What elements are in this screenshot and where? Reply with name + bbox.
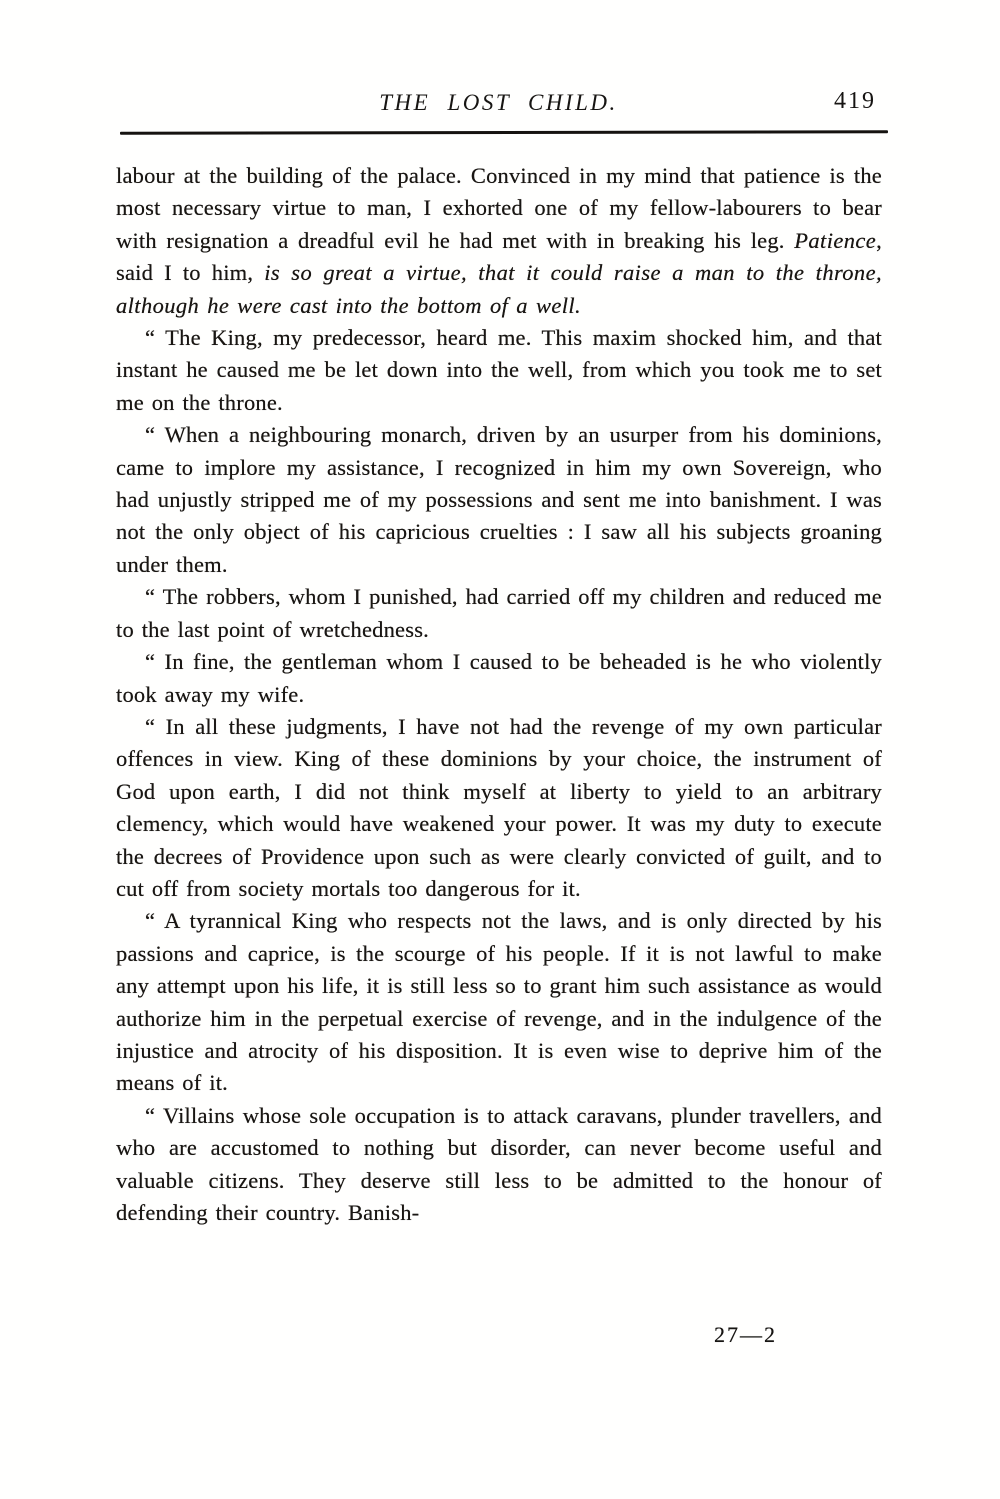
paragraph: “ Villains whose sole occupation is to attack caravans, plunder travellers, and who are accustomed to nothing but disorder, can never become useful and valuable citizens. They deserve still less to be admitted to the honour of defending their country. Banish-	[116, 1102, 882, 1225]
running-title: THE LOST CHILD.	[379, 90, 618, 115]
page-header	[115, 90, 882, 120]
page-body	[116, 160, 882, 1229]
paragraph: “ When a neighbouring monarch, driven by an usurper from his dominions, came to implore my assistance, I recognized in him my own Sovereign, who had unjustly stripped me of my possessions and sent me into banishment. I was not the only object of his capricious cruelties : I saw all his subjects groaning under them.	[116, 422, 882, 577]
paragraph-segment-italic: is so great a virtue, that it could raise a man to the throne, although he were cast into the bottom of a well.	[116, 260, 882, 318]
paragraph-segment: , said I to him,	[116, 227, 882, 286]
paragraph-segment-italic: Patience	[794, 227, 877, 253]
paragraph: “ The King, my predecessor, heard me. This maxim shocked him, and that instant he caused me be let down into the well, from which you took me to set me on the throne.	[116, 325, 882, 415]
header-rule	[120, 130, 888, 135]
paragraph-segment: labour at the building of the palace. Convinced in my mind that patience is the most necessary virtue to man, I exhorted one of my fellow-labourers to bear with resignation a dreadful evil he had met with in breaking his leg.	[116, 163, 882, 253]
paragraph: “ A tyrannical King who respects not the laws, and is only directed by his passions and caprice, is the scourge of his people. If it is not lawful to make any attempt upon his life, it is still less so to grant him such assistance as would authorize him in the perpetual exercise of revenge, and in the indulgence of the injustice and atrocity of his disposition. It is even wise to deprive him of the means of it.	[116, 908, 882, 1096]
signature-mark: 27—2	[714, 1322, 777, 1347]
paragraph: “ The robbers, whom I punished, had carried off my children and reduced me to the last point of wretchedness.	[116, 584, 882, 642]
paragraph	[116, 160, 882, 322]
paragraph: “ In fine, the gentleman whom I caused to be beheaded is he who violently took away my wife.	[116, 649, 882, 707]
page-number: 419	[834, 88, 876, 114]
paragraph: “ In all these judgments, I have not had the revenge of my own particular offences in view. King of these dominions by your choice, the instrument of God upon earth, I did not think myself at liberty to yield to an arbitrary clemency, which would have weakened your power. It was my duty to execute the decrees of Providence upon such as were clearly convicted of guilt, and to cut off from society mortals too dangerous for it.	[116, 713, 882, 901]
